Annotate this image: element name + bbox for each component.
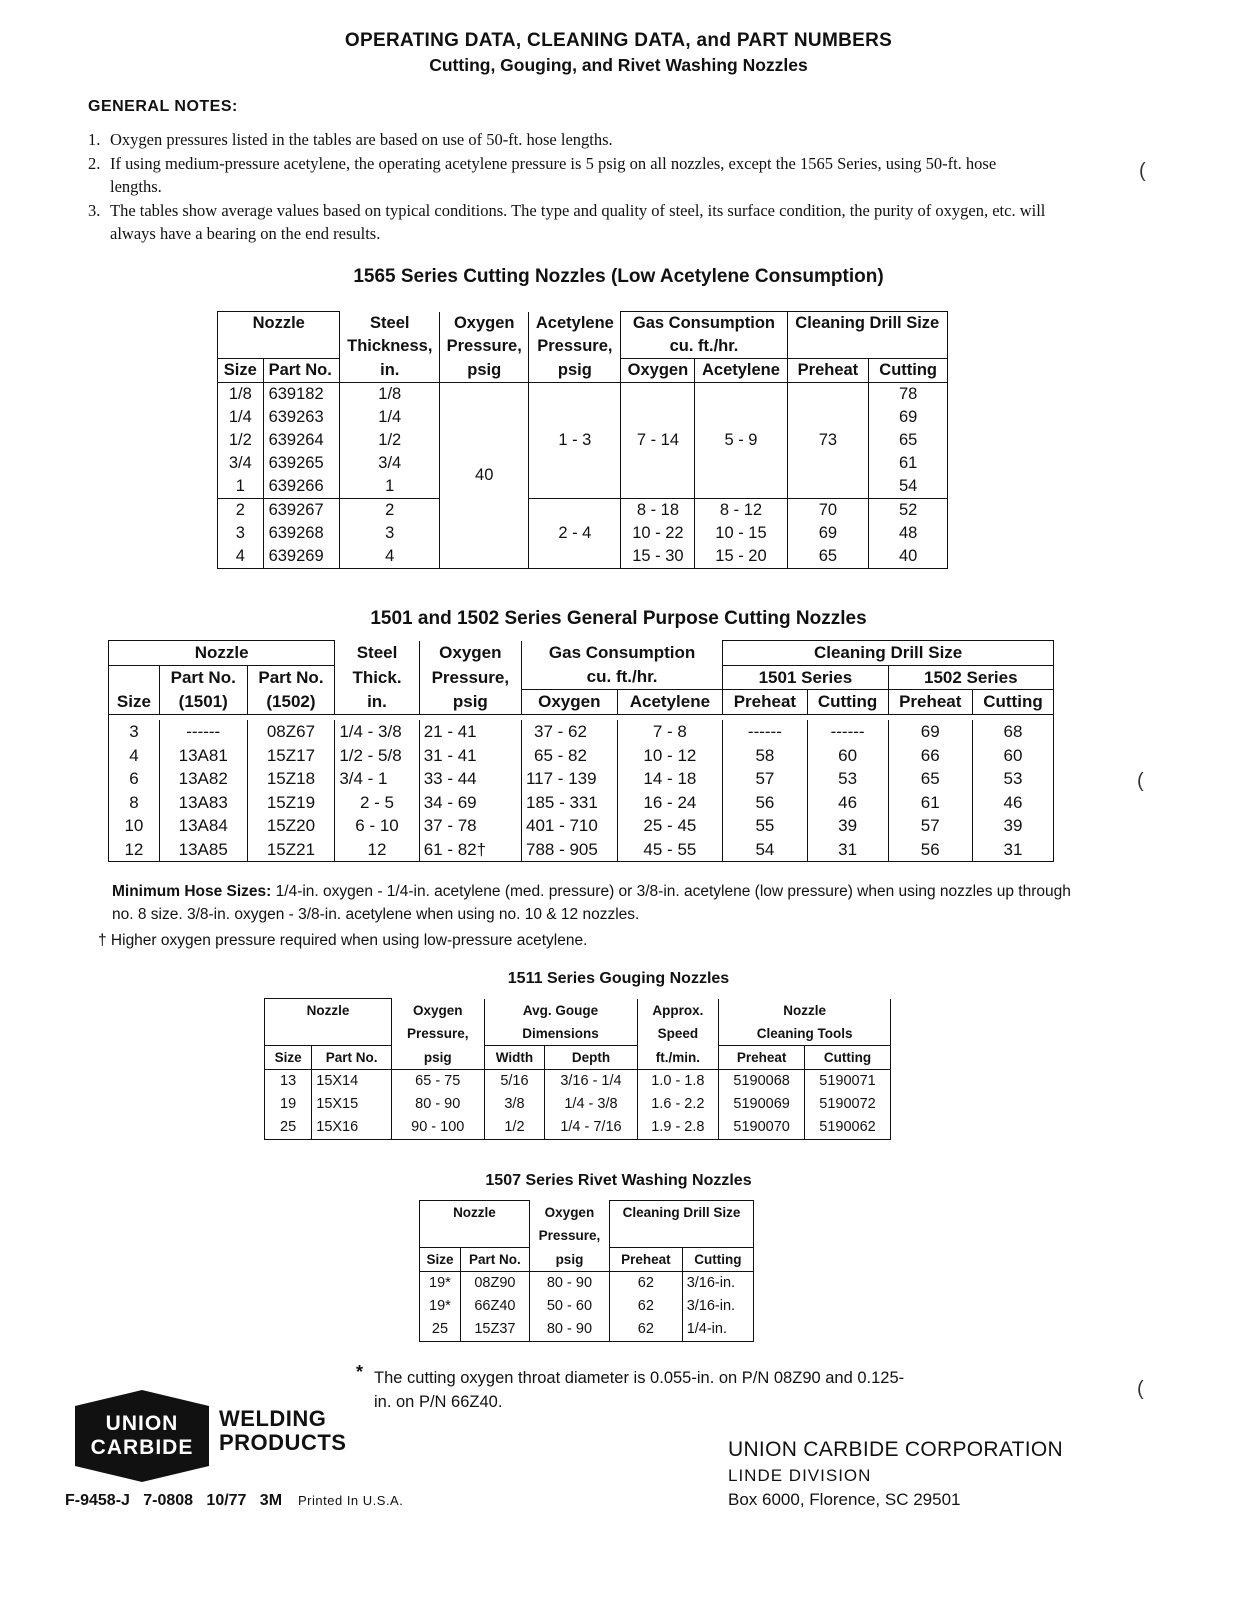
footnote-asterisk: * <box>356 1362 364 1382</box>
cell-gas-oxygen: 401 - 710 <box>521 814 617 838</box>
cell-oxygen: 80 - 90 <box>391 1093 484 1116</box>
footer-code: F-9458-J 7-0808 10/77 3M <box>65 1492 283 1509</box>
cell-gas-acetylene: 7 - 8 <box>617 720 723 744</box>
header-1502-series: 1502 Series <box>888 665 1053 690</box>
cell-part: 15X16 <box>312 1116 392 1140</box>
table-row <box>265 1070 891 1094</box>
cell-preheat: 69 <box>787 522 869 545</box>
cell-size: 4 <box>109 744 160 768</box>
cell-cutting-1502: 39 <box>972 814 1053 838</box>
header-cleaning-tools: Cleaning Tools <box>719 1022 891 1046</box>
cell-size: 2 <box>218 499 264 523</box>
header-oxygen-3: psig <box>391 1046 484 1070</box>
cell-oxygen-pressure: 40 <box>440 383 529 569</box>
cell-part: 08Z90 <box>460 1272 529 1296</box>
header-part-1501: Part No. <box>159 665 247 690</box>
cell-cutting-1501: 46 <box>807 791 888 815</box>
cell-preheat-1501: 56 <box>723 791 807 815</box>
header-gas-units: cu. ft./hr. <box>521 665 722 690</box>
min-hose-label: Minimum Hose Sizes: <box>112 883 272 900</box>
cell-size: 19 <box>265 1093 312 1116</box>
cell-cutting-1502: 53 <box>972 767 1053 791</box>
cell-preheat-1501: ------ <box>723 720 807 744</box>
header-size-spacer <box>109 665 160 690</box>
header-acetylene-2: Pressure, <box>529 335 621 359</box>
header-1502: (1502) <box>247 690 335 715</box>
cell-oxygen: 34 - 69 <box>419 791 521 815</box>
cell-cutting: 1/4-in. <box>682 1318 753 1342</box>
cell-steel: 1 <box>340 475 440 499</box>
header-steel: Steel <box>335 641 419 666</box>
header-drill-spacer <box>787 335 947 359</box>
header-preheat: Preheat <box>787 359 869 383</box>
header-steel-3: in. <box>340 359 440 383</box>
header-gas-oxygen: Oxygen <box>521 690 617 715</box>
cell-cutting-1501: 39 <box>807 814 888 838</box>
note-item <box>88 199 1048 246</box>
cell-size: 3 <box>218 522 264 545</box>
header-depth: Depth <box>545 1046 637 1070</box>
header-part-no: Part No. <box>460 1248 529 1272</box>
cell-size: 25 <box>265 1116 312 1140</box>
header-nozzle-spacer <box>420 1224 530 1248</box>
cell-steel: 1/2 - 5/8 <box>335 744 419 768</box>
table-1565-series <box>217 311 948 569</box>
table-row <box>109 744 1054 768</box>
cell-preheat: 5190069 <box>719 1093 805 1116</box>
cell-size: 10 <box>109 814 160 838</box>
cell-cutting: 61 <box>869 452 948 475</box>
cell-part: 639263 <box>263 406 340 429</box>
corporation-block <box>728 1438 1063 1510</box>
table3-caption: 1511 Series Gouging Nozzles <box>507 970 730 987</box>
cell-steel: 4 <box>340 545 440 569</box>
header-nozzle: Nozzle <box>218 312 340 336</box>
header-cleaning-drill: Cleaning Drill Size <box>723 641 1054 666</box>
page-subtitle: Cutting, Gouging, and Rivet Washing Nozzles <box>429 55 808 75</box>
cell-preheat-1502: 61 <box>888 791 972 815</box>
margin-mark: ( <box>1137 1378 1144 1400</box>
cell-steel: 12 <box>335 838 419 862</box>
header-oxygen: Oxygen <box>419 641 521 666</box>
header-speed-3: ft./min. <box>637 1046 719 1070</box>
cell-cutting-1501: ------ <box>807 720 888 744</box>
cell-speed: 1.9 - 2.8 <box>637 1116 719 1140</box>
cell-cutting: 69 <box>869 406 948 429</box>
table-1501-1502-series <box>108 640 1054 862</box>
header-cleaning-drill: Cleaning Drill Size <box>787 312 947 336</box>
header-gas-acetylene: Acetylene <box>617 690 723 715</box>
footer <box>65 1492 403 1510</box>
table-row <box>109 767 1054 791</box>
cell-cutting: 52 <box>869 499 948 523</box>
cell-part-1502: 15Z17 <box>247 744 335 768</box>
note-item <box>88 128 1048 152</box>
header-size: Size <box>420 1248 461 1272</box>
header-cutting: Cutting <box>805 1046 891 1070</box>
min-hose-text: 1/4-in. oxygen - 1/4-in. acetylene (med. pressure) or 3/8-in. acetylene (low pressure) when using nozzles up through no. 8 size. 3/8-in. oxygen - 3/8-in. acetylene when using no. 10 & 12 nozzles. <box>112 883 1071 923</box>
cell-size: 12 <box>109 838 160 862</box>
cell-cutting: 3/16-in. <box>682 1295 753 1318</box>
cell-part-1501: 13A81 <box>159 744 247 768</box>
logo-hexagon-icon <box>75 1390 209 1482</box>
header-tools: Nozzle <box>719 999 891 1023</box>
cell-part-1501: 13A82 <box>159 767 247 791</box>
logo-line1: UNION <box>105 1412 179 1435</box>
cell-part-1502: 15Z18 <box>247 767 335 791</box>
header-part-1502: Part No. <box>247 665 335 690</box>
cell-steel: 3/4 <box>340 452 440 475</box>
cell-preheat: 70 <box>787 499 869 523</box>
cell-preheat-1501: 58 <box>723 744 807 768</box>
cell-preheat-1502: 57 <box>888 814 972 838</box>
note-number: 2. <box>88 153 101 173</box>
header-cutting: Cutting <box>682 1248 753 1272</box>
header-dimensions: Dimensions <box>484 1022 637 1046</box>
table-row <box>109 720 1054 744</box>
footer-printed: Printed In U.S.A. <box>298 1493 404 1508</box>
cell-cutting: 3/16-in. <box>682 1272 753 1296</box>
table1-caption: 1565 Series Cutting Nozzles (Low Acetylene Consumption) <box>353 266 884 287</box>
cell-steel: 3/4 - 1 <box>335 767 419 791</box>
table-1507-series <box>419 1200 754 1342</box>
cell-oxygen: 61 - 82† <box>419 838 521 862</box>
cell-gas-oxygen: 788 - 905 <box>521 838 617 862</box>
header-cutting: Cutting <box>869 359 948 383</box>
cell-size: 19* <box>420 1295 461 1318</box>
cell-oxygen: 50 - 60 <box>529 1295 609 1318</box>
note-text: Oxygen pressures listed in the tables are based on use of 50-ft. hose lengths. <box>110 130 613 149</box>
cell-acetylene-pressure: 2 - 4 <box>529 499 621 569</box>
cell-size: 25 <box>420 1318 461 1342</box>
cell-cutting-1502: 31 <box>972 838 1053 862</box>
note-number: 3. <box>88 200 101 220</box>
cell-preheat: 62 <box>610 1318 683 1342</box>
table-row <box>265 1093 891 1116</box>
cell-size: 3 <box>109 720 160 744</box>
cell-part: 639266 <box>263 475 340 499</box>
cell-preheat: 5190068 <box>719 1070 805 1094</box>
cell-oxygen: 37 - 78 <box>419 814 521 838</box>
header-part-no: Part No. <box>263 359 340 383</box>
cell-preheat: 62 <box>610 1295 683 1318</box>
cell-part: 639269 <box>263 545 340 569</box>
cell-steel: 1/2 <box>340 429 440 452</box>
cell-speed: 1.0 - 1.8 <box>637 1070 719 1094</box>
margin-mark: ( <box>1137 770 1144 792</box>
header-oxygen-2: Pressure, <box>419 665 521 690</box>
cell-preheat: 5190070 <box>719 1116 805 1140</box>
header-steel-2: Thick. <box>335 665 419 690</box>
table-1511-series <box>264 998 891 1140</box>
cell-gas-oxygen: 8 - 18 <box>621 499 695 523</box>
header-gas-consumption: Gas Consumption <box>521 641 722 666</box>
cell-gas-oxygen: 185 - 331 <box>521 791 617 815</box>
header-oxygen-2: Pressure, <box>391 1022 484 1046</box>
cell-part-1502: 15Z19 <box>247 791 335 815</box>
cell-steel: 1/8 <box>340 383 440 407</box>
rivet-footnote <box>356 1362 916 1414</box>
cell-preheat-1502: 56 <box>888 838 972 862</box>
cell-size: 1/2 <box>218 429 264 452</box>
cell-steel: 6 - 10 <box>335 814 419 838</box>
cell-oxygen: 90 - 100 <box>391 1116 484 1140</box>
cell-speed: 1.6 - 2.2 <box>637 1093 719 1116</box>
cell-part-1502: 08Z67 <box>247 720 335 744</box>
cell-gas-acetylene: 10 - 15 <box>695 522 787 545</box>
cell-size: 1/4 <box>218 406 264 429</box>
min-hose-note <box>112 880 1072 926</box>
cell-oxygen: 33 - 44 <box>419 767 521 791</box>
cell-part-1501: 13A83 <box>159 791 247 815</box>
table2-caption: 1501 and 1502 Series General Purpose Cutting Nozzles <box>370 608 867 629</box>
cell-cutting-1502: 68 <box>972 720 1053 744</box>
note-number: 1. <box>88 130 101 149</box>
cell-steel: 1/4 - 3/8 <box>335 720 419 744</box>
margin-mark: ( <box>1139 160 1146 182</box>
cell-depth: 1/4 - 3/8 <box>545 1093 637 1116</box>
cell-size: 19* <box>420 1272 461 1296</box>
cell-oxygen: 80 - 90 <box>529 1272 609 1296</box>
cell-cutting: 5190071 <box>805 1070 891 1094</box>
header-gas-acetylene: Acetylene <box>695 359 787 383</box>
cell-size: 6 <box>109 767 160 791</box>
table-row <box>420 1295 754 1318</box>
table-row <box>420 1272 754 1296</box>
cell-width: 1/2 <box>484 1116 545 1140</box>
cell-depth: 1/4 - 7/16 <box>545 1116 637 1140</box>
header-cutting-1502: Cutting <box>972 690 1053 715</box>
dagger-note: † Higher oxygen pressure required when using low-pressure acetylene. <box>98 932 588 949</box>
header-preheat: Preheat <box>610 1248 683 1272</box>
header-oxygen-2: Pressure, <box>440 335 529 359</box>
header-speed-2: Speed <box>637 1022 719 1046</box>
cell-size: 1/8 <box>218 383 264 407</box>
header-oxygen-2: Pressure, <box>529 1224 609 1248</box>
header-nozzle: Nozzle <box>420 1201 530 1225</box>
cell-gas-oxygen: 7 - 14 <box>621 383 695 499</box>
header-nozzle-spacer <box>218 335 340 359</box>
table4-caption: 1507 Series Rivet Washing Nozzles <box>485 1172 752 1189</box>
brand-block <box>219 1407 346 1455</box>
table-row <box>109 791 1054 815</box>
header-oxygen: Oxygen <box>440 312 529 336</box>
corporation-name: UNION CARBIDE CORPORATION <box>728 1438 1063 1461</box>
header-width: Width <box>484 1046 545 1070</box>
corporation-address: Box 6000, Florence, SC 29501 <box>728 1490 961 1509</box>
cell-part: 639265 <box>263 452 340 475</box>
cell-oxygen: 80 - 90 <box>529 1318 609 1342</box>
table-row <box>420 1318 754 1342</box>
cell-preheat-1501: 54 <box>723 838 807 862</box>
header-cutting-1501: Cutting <box>807 690 888 715</box>
cell-size: 13 <box>265 1070 312 1094</box>
header-nozzle-spacer <box>265 1022 392 1046</box>
cell-oxygen: 65 - 75 <box>391 1070 484 1094</box>
cell-part-1502: 15Z20 <box>247 814 335 838</box>
cell-part: 15X15 <box>312 1093 392 1116</box>
header-speed: Approx. <box>637 999 719 1023</box>
cell-part: 66Z40 <box>460 1295 529 1318</box>
header-gas-units: cu. ft./hr. <box>621 335 787 359</box>
cell-size: 1 <box>218 475 264 499</box>
cell-cutting: 40 <box>869 545 948 569</box>
cell-gas-oxygen: 37 - 62 <box>521 720 617 744</box>
cell-preheat-1501: 55 <box>723 814 807 838</box>
footnote-text: The cutting oxygen throat diameter is 0.055-in. on P/N 08Z90 and 0.125-in. on P/N 66Z40. <box>374 1369 905 1411</box>
header-1501-series: 1501 Series <box>723 665 888 690</box>
cell-cutting: 78 <box>869 383 948 407</box>
header-drill-spacer <box>610 1224 754 1248</box>
cell-gas-acetylene: 16 - 24 <box>617 791 723 815</box>
cell-gas-acetylene: 10 - 12 <box>617 744 723 768</box>
cell-part: 15Z37 <box>460 1318 529 1342</box>
note-text: If using medium-pressure acetylene, the operating acetylene pressure is 5 psig on all nozzles, except the 1565 Series, using 50-ft. hose lengths. <box>110 153 997 196</box>
cell-width: 3/8 <box>484 1093 545 1116</box>
header-oxygen: Oxygen <box>391 999 484 1023</box>
header-gas-oxygen: Oxygen <box>621 359 695 383</box>
cell-preheat-1502: 66 <box>888 744 972 768</box>
header-avg-gouge: Avg. Gouge <box>484 999 637 1023</box>
table-row <box>109 814 1054 838</box>
header-oxygen-3: psig <box>419 690 521 715</box>
cell-preheat: 65 <box>787 545 869 569</box>
header-oxygen-3: psig <box>529 1248 609 1272</box>
header-size: Size <box>218 359 264 383</box>
cell-cutting: 48 <box>869 522 948 545</box>
cell-preheat-1502: 69 <box>888 720 972 744</box>
cell-part: 639267 <box>263 499 340 523</box>
cell-part-1501: 13A85 <box>159 838 247 862</box>
header-oxygen-3: psig <box>440 359 529 383</box>
cell-part: 639268 <box>263 522 340 545</box>
cell-gas-acetylene: 45 - 55 <box>617 838 723 862</box>
brand-line1: WELDING <box>219 1406 327 1431</box>
cell-part: 639182 <box>263 383 340 407</box>
header-oxygen: Oxygen <box>529 1201 609 1225</box>
cell-gas-acetylene: 25 - 45 <box>617 814 723 838</box>
header-preheat-1502: Preheat <box>888 690 972 715</box>
cell-cutting-1501: 60 <box>807 744 888 768</box>
header-nozzle: Nozzle <box>109 641 335 666</box>
header-preheat-1501: Preheat <box>723 690 807 715</box>
cell-gas-oxygen: 10 - 22 <box>621 522 695 545</box>
cell-steel: 1/4 <box>340 406 440 429</box>
cell-gas-acetylene: 14 - 18 <box>617 767 723 791</box>
cell-cutting: 54 <box>869 475 948 499</box>
corporation-division: LINDE DIVISION <box>728 1466 872 1485</box>
cell-cutting-1501: 31 <box>807 838 888 862</box>
header-steel-2: Thickness, <box>340 335 440 359</box>
cell-cutting: 5190062 <box>805 1116 891 1140</box>
note-text: The tables show average values based on typical conditions. The type and quality of steel, its surface condition, the purity of oxygen, etc. will always have a bearing on the end results. <box>110 200 1046 243</box>
cell-cutting: 65 <box>869 429 948 452</box>
cell-steel: 2 - 5 <box>335 791 419 815</box>
header-1501: (1501) <box>159 690 247 715</box>
cell-preheat: 73 <box>787 383 869 499</box>
cell-cutting: 5190072 <box>805 1093 891 1116</box>
cell-steel: 2 <box>340 499 440 523</box>
general-notes-list <box>88 128 1048 246</box>
cell-oxygen: 31 - 41 <box>419 744 521 768</box>
cell-steel: 3 <box>340 522 440 545</box>
header-acetylene-3: psig <box>529 359 621 383</box>
header-part-no: Part No. <box>312 1046 392 1070</box>
table-row <box>265 1116 891 1140</box>
cell-preheat-1501: 57 <box>723 767 807 791</box>
page-title: OPERATING DATA, CLEANING DATA, and PART NUMBERS <box>344 30 893 51</box>
brand-line2: PRODUCTS <box>219 1430 347 1455</box>
table-row <box>109 838 1054 862</box>
table-row <box>218 383 948 407</box>
header-steel-3: in. <box>335 690 419 715</box>
cell-depth: 3/16 - 1/4 <box>545 1070 637 1094</box>
header-acetylene: Acetylene <box>529 312 621 336</box>
cell-preheat: 62 <box>610 1272 683 1296</box>
union-carbide-logo <box>75 1390 209 1487</box>
cell-gas-oxygen: 117 - 139 <box>521 767 617 791</box>
cell-gas-oxygen: 15 - 30 <box>621 545 695 569</box>
cell-part: 639264 <box>263 429 340 452</box>
cell-part-1502: 15Z21 <box>247 838 335 862</box>
general-notes-heading: GENERAL NOTES: <box>88 98 238 115</box>
cell-gas-acetylene: 15 - 20 <box>695 545 787 569</box>
cell-gas-oxygen: 65 - 82 <box>521 744 617 768</box>
cell-part-1501: 13A84 <box>159 814 247 838</box>
cell-acetylene-pressure: 1 - 3 <box>529 383 621 499</box>
cell-part: 15X14 <box>312 1070 392 1094</box>
cell-cutting-1502: 46 <box>972 791 1053 815</box>
header-cleaning-drill: Cleaning Drill Size <box>610 1201 754 1225</box>
header-size: Size <box>109 690 160 715</box>
cell-cutting-1501: 53 <box>807 767 888 791</box>
cell-width: 5/16 <box>484 1070 545 1094</box>
cell-gas-acetylene: 8 - 12 <box>695 499 787 523</box>
cell-oxygen: 21 - 41 <box>419 720 521 744</box>
cell-size: 3/4 <box>218 452 264 475</box>
cell-preheat-1502: 65 <box>888 767 972 791</box>
cell-size: 8 <box>109 791 160 815</box>
cell-part-1501: ------ <box>159 720 247 744</box>
cell-size: 4 <box>218 545 264 569</box>
header-steel: Steel <box>340 312 440 336</box>
header-preheat: Preheat <box>719 1046 805 1070</box>
logo-line2: CARBIDE <box>90 1436 194 1459</box>
header-gas-consumption: Gas Consumption <box>621 312 787 336</box>
cell-gas-acetylene: 5 - 9 <box>695 383 787 499</box>
cell-cutting-1502: 60 <box>972 744 1053 768</box>
table-row <box>218 499 948 523</box>
header-nozzle: Nozzle <box>265 999 392 1023</box>
header-size: Size <box>265 1046 312 1070</box>
note-item <box>88 152 1048 199</box>
